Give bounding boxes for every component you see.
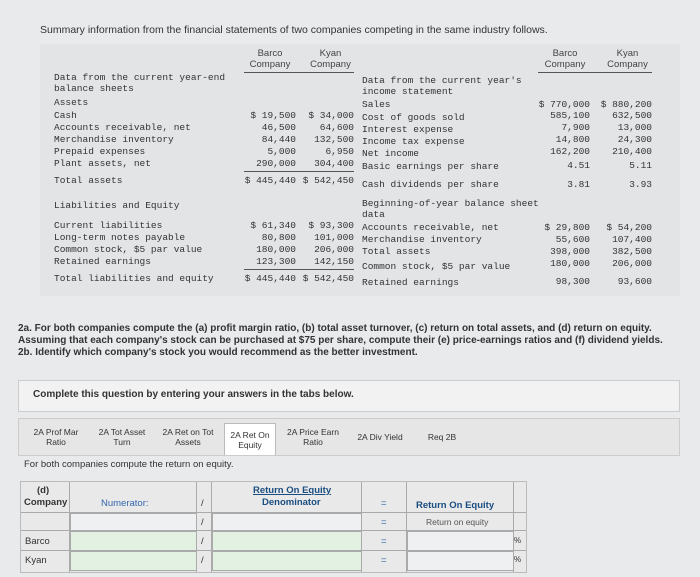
income-label: Interest expense (362, 124, 454, 135)
balance-heading-2: balance sheets (54, 83, 134, 94)
tab-label: Ratio (303, 437, 323, 447)
row-kyan-label: Kyan (25, 555, 47, 566)
begin-barco-value: 98,300 (555, 276, 590, 287)
liab-label: Retained earnings (54, 256, 151, 267)
question-text (18, 323, 690, 359)
balance-kyan-value: 304,400 (314, 158, 354, 169)
begin-label: Retained earnings (362, 277, 459, 288)
begin-label: Accounts receivable, net (362, 222, 499, 233)
kyan-roe-result (407, 551, 514, 571)
liab-label: Current liabilities (54, 220, 163, 231)
tab-label: Turn (113, 437, 131, 447)
income-kyan-value: 632,500 (612, 110, 652, 121)
tab-tot-asset-turn[interactable] (91, 423, 153, 451)
begin-barco-value: 398,000 (550, 246, 590, 257)
income-barco-value: 7,900 (561, 122, 590, 133)
total-le-label: Total liabilities and equity (54, 273, 214, 284)
tab-label: Ratio (46, 437, 66, 447)
tab-label: Equity (238, 439, 262, 450)
instructions-text: Complete this question by entering your answers in the tabs below. (33, 389, 354, 400)
liab-kyan-value: 206,000 (314, 244, 354, 255)
tab-price-earn-ratio[interactable] (282, 423, 344, 451)
slash-barco: / (201, 536, 204, 547)
income-barco-value: 162,200 (550, 146, 590, 157)
kyan-numerator-input[interactable] (70, 551, 197, 571)
total-assets-kyan: $ 542,450 (302, 175, 354, 186)
income-heading-1: Data from the current year's (362, 75, 522, 86)
col-company-label: Company (24, 497, 68, 508)
tab-label: 2A Ret on Tot (162, 427, 214, 437)
begin-kyan-value: 93,600 (617, 276, 652, 287)
balance-barco-value: $ 19,500 (250, 110, 296, 121)
income-header-rule (538, 72, 652, 73)
balance-barco-value: 46,500 (261, 122, 296, 133)
question-2a: 2a. For both companies compute the (a) profit margin ratio, (b) total asset turnover, (c) return on total assets, and (d) return on equity. Assuming that each company's stock can be purchased at $75 per share, compute their (e) price-earnings ratios and (f) dividend yields. (18, 323, 663, 346)
balance-kyan-value: 6,950 (325, 146, 354, 157)
liabilities-heading: Liabilities and Equity (54, 200, 180, 211)
slash-row: / (201, 517, 204, 528)
blank-input[interactable] (212, 513, 362, 531)
total-le-rule (244, 269, 354, 270)
liab-barco-value: $ 61,340 (250, 220, 296, 231)
blank-input[interactable] (70, 513, 197, 531)
begin-kyan-value: 107,400 (612, 234, 652, 245)
result-subheader: Return on equity (426, 517, 489, 527)
question-2b: 2b. Identify which company's stock you would recommend as the better investment. (18, 347, 418, 358)
answer-tabs (18, 418, 680, 456)
equals-barco: = (381, 536, 387, 547)
tab-label: Req 2B (427, 432, 457, 442)
formula-denominator: Denominator (262, 497, 321, 508)
col-d-label: (d) (37, 485, 50, 496)
balance-label: Cash (54, 110, 77, 121)
income-col-barco: Barco Company (544, 48, 586, 70)
balance-kyan-value: 132,500 (314, 134, 354, 145)
liab-barco-value: 123,300 (256, 256, 296, 267)
kyan-percent: % (514, 555, 522, 564)
income-kyan-value: 13,000 (617, 122, 652, 133)
balance-heading-1: Data from the current year-end (54, 72, 226, 83)
balance-kyan-value: $ 34,000 (308, 110, 354, 121)
balance-barco-value: 84,440 (261, 134, 296, 145)
income-kyan-value: $ 880,200 (600, 99, 652, 110)
financial-statements-panel (40, 44, 680, 296)
begin-heading-1: Beginning-of-year balance sheet (362, 198, 539, 209)
begin-kyan-value: $ 54,200 (606, 222, 652, 233)
kyan-denominator-input[interactable] (212, 551, 362, 571)
income-barco-value: 585,100 (550, 110, 590, 121)
begin-barco-value: 55,600 (555, 234, 590, 245)
balance-label: Accounts receivable, net (54, 122, 191, 133)
equals-row: = (381, 517, 387, 528)
income-barco-value: 14,800 (555, 134, 590, 145)
income-label: Income tax expense (362, 136, 465, 147)
liab-barco-value: 180,000 (256, 244, 296, 255)
roe-table (20, 481, 527, 573)
begin-barco-value: 180,000 (550, 258, 590, 269)
balance-label: Prepaid expenses (54, 146, 146, 157)
formula-numerator: Return On Equity (253, 485, 332, 496)
income-barco-value: 3.81 (567, 179, 590, 190)
income-label: Cost of goods sold (362, 112, 465, 123)
tab-ret-on-equity[interactable] (224, 423, 276, 455)
income-col-kyan: Kyan Company (607, 48, 648, 70)
tab-prof-mar-ratio[interactable] (25, 423, 87, 451)
tab-instruction: For both companies compute the return on equity. (24, 459, 234, 470)
liab-kyan-value: 101,000 (314, 232, 354, 243)
slash-kyan: / (201, 555, 204, 566)
income-heading-2: income statement (362, 86, 454, 97)
barco-percent: % (514, 536, 522, 545)
balance-col-barco: Barco Company (249, 48, 291, 70)
equals-header: = (381, 498, 387, 509)
income-label: Sales (362, 99, 391, 110)
instructions-box (18, 380, 680, 412)
total-assets-rule (244, 171, 354, 172)
tab-ret-on-tot-assets[interactable] (156, 423, 220, 451)
balance-header-rule (244, 72, 354, 73)
slash-header: / (201, 498, 204, 509)
liab-label: Common stock, $5 par value (54, 244, 203, 255)
balance-col-kyan: Kyan Company (310, 48, 351, 70)
balance-label: Plant assets, net (54, 158, 151, 169)
balance-barco-value: 5,000 (267, 146, 296, 157)
income-barco-value: 4.51 (567, 160, 590, 171)
tab-div-yield[interactable] (351, 423, 409, 451)
tab-label: 2A Tot Asset (98, 427, 146, 437)
total-le-kyan: $ 542,450 (302, 273, 354, 284)
total-le-barco: $ 445,440 (244, 273, 296, 284)
barco-numerator-input[interactable] (70, 531, 197, 551)
tab-label: 2A Price Earn (287, 427, 339, 437)
balance-barco-value: 290,000 (256, 158, 296, 169)
income-label: Cash dividends per share (362, 179, 499, 190)
barco-denominator-input[interactable] (212, 531, 362, 551)
begin-label: Merchandise inventory (362, 234, 482, 245)
liab-kyan-value: 142,150 (314, 256, 354, 267)
numerator-label: Numerator: (101, 498, 149, 509)
begin-kyan-value: 382,500 (612, 246, 652, 257)
assets-heading: Assets (54, 97, 89, 108)
tab-label: 2A Prof Mar (33, 427, 79, 437)
income-label: Net income (362, 148, 420, 159)
tab-req-2b[interactable] (417, 423, 467, 451)
liab-kyan-value: $ 93,300 (308, 220, 354, 231)
begin-kyan-value: 206,000 (612, 258, 652, 269)
total-assets-barco: $ 445,440 (244, 175, 296, 186)
income-kyan-value: 5.11 (629, 160, 652, 171)
result-header: Return On Equity (416, 500, 495, 511)
tab-label: 2A Div Yield (357, 432, 403, 442)
liab-barco-value: 80,800 (261, 232, 296, 243)
liab-label: Long-term notes payable (54, 232, 186, 243)
begin-label: Total assets (362, 246, 431, 257)
begin-label: Common stock, $5 par value (362, 261, 511, 272)
row-barco-label: Barco (25, 536, 50, 547)
begin-heading-2: data (362, 209, 385, 220)
income-kyan-value: 210,400 (612, 146, 652, 157)
income-label: Basic earnings per share (362, 161, 499, 172)
total-assets-label: Total assets (54, 175, 123, 186)
balance-label: Merchandise inventory (54, 134, 174, 145)
intro-text: Summary information from the financial statements of two companies competing in the same industry follows. (40, 24, 548, 36)
income-kyan-value: 3.93 (629, 179, 652, 190)
equals-kyan: = (381, 555, 387, 566)
begin-barco-value: $ 29,800 (544, 222, 590, 233)
tab-label: Assets (175, 437, 201, 447)
barco-roe-result (407, 531, 514, 551)
income-barco-value: $ 770,000 (538, 99, 590, 110)
balance-kyan-value: 64,600 (319, 122, 354, 133)
income-kyan-value: 24,300 (617, 134, 652, 145)
tab-label: 2A Ret On (230, 429, 270, 440)
